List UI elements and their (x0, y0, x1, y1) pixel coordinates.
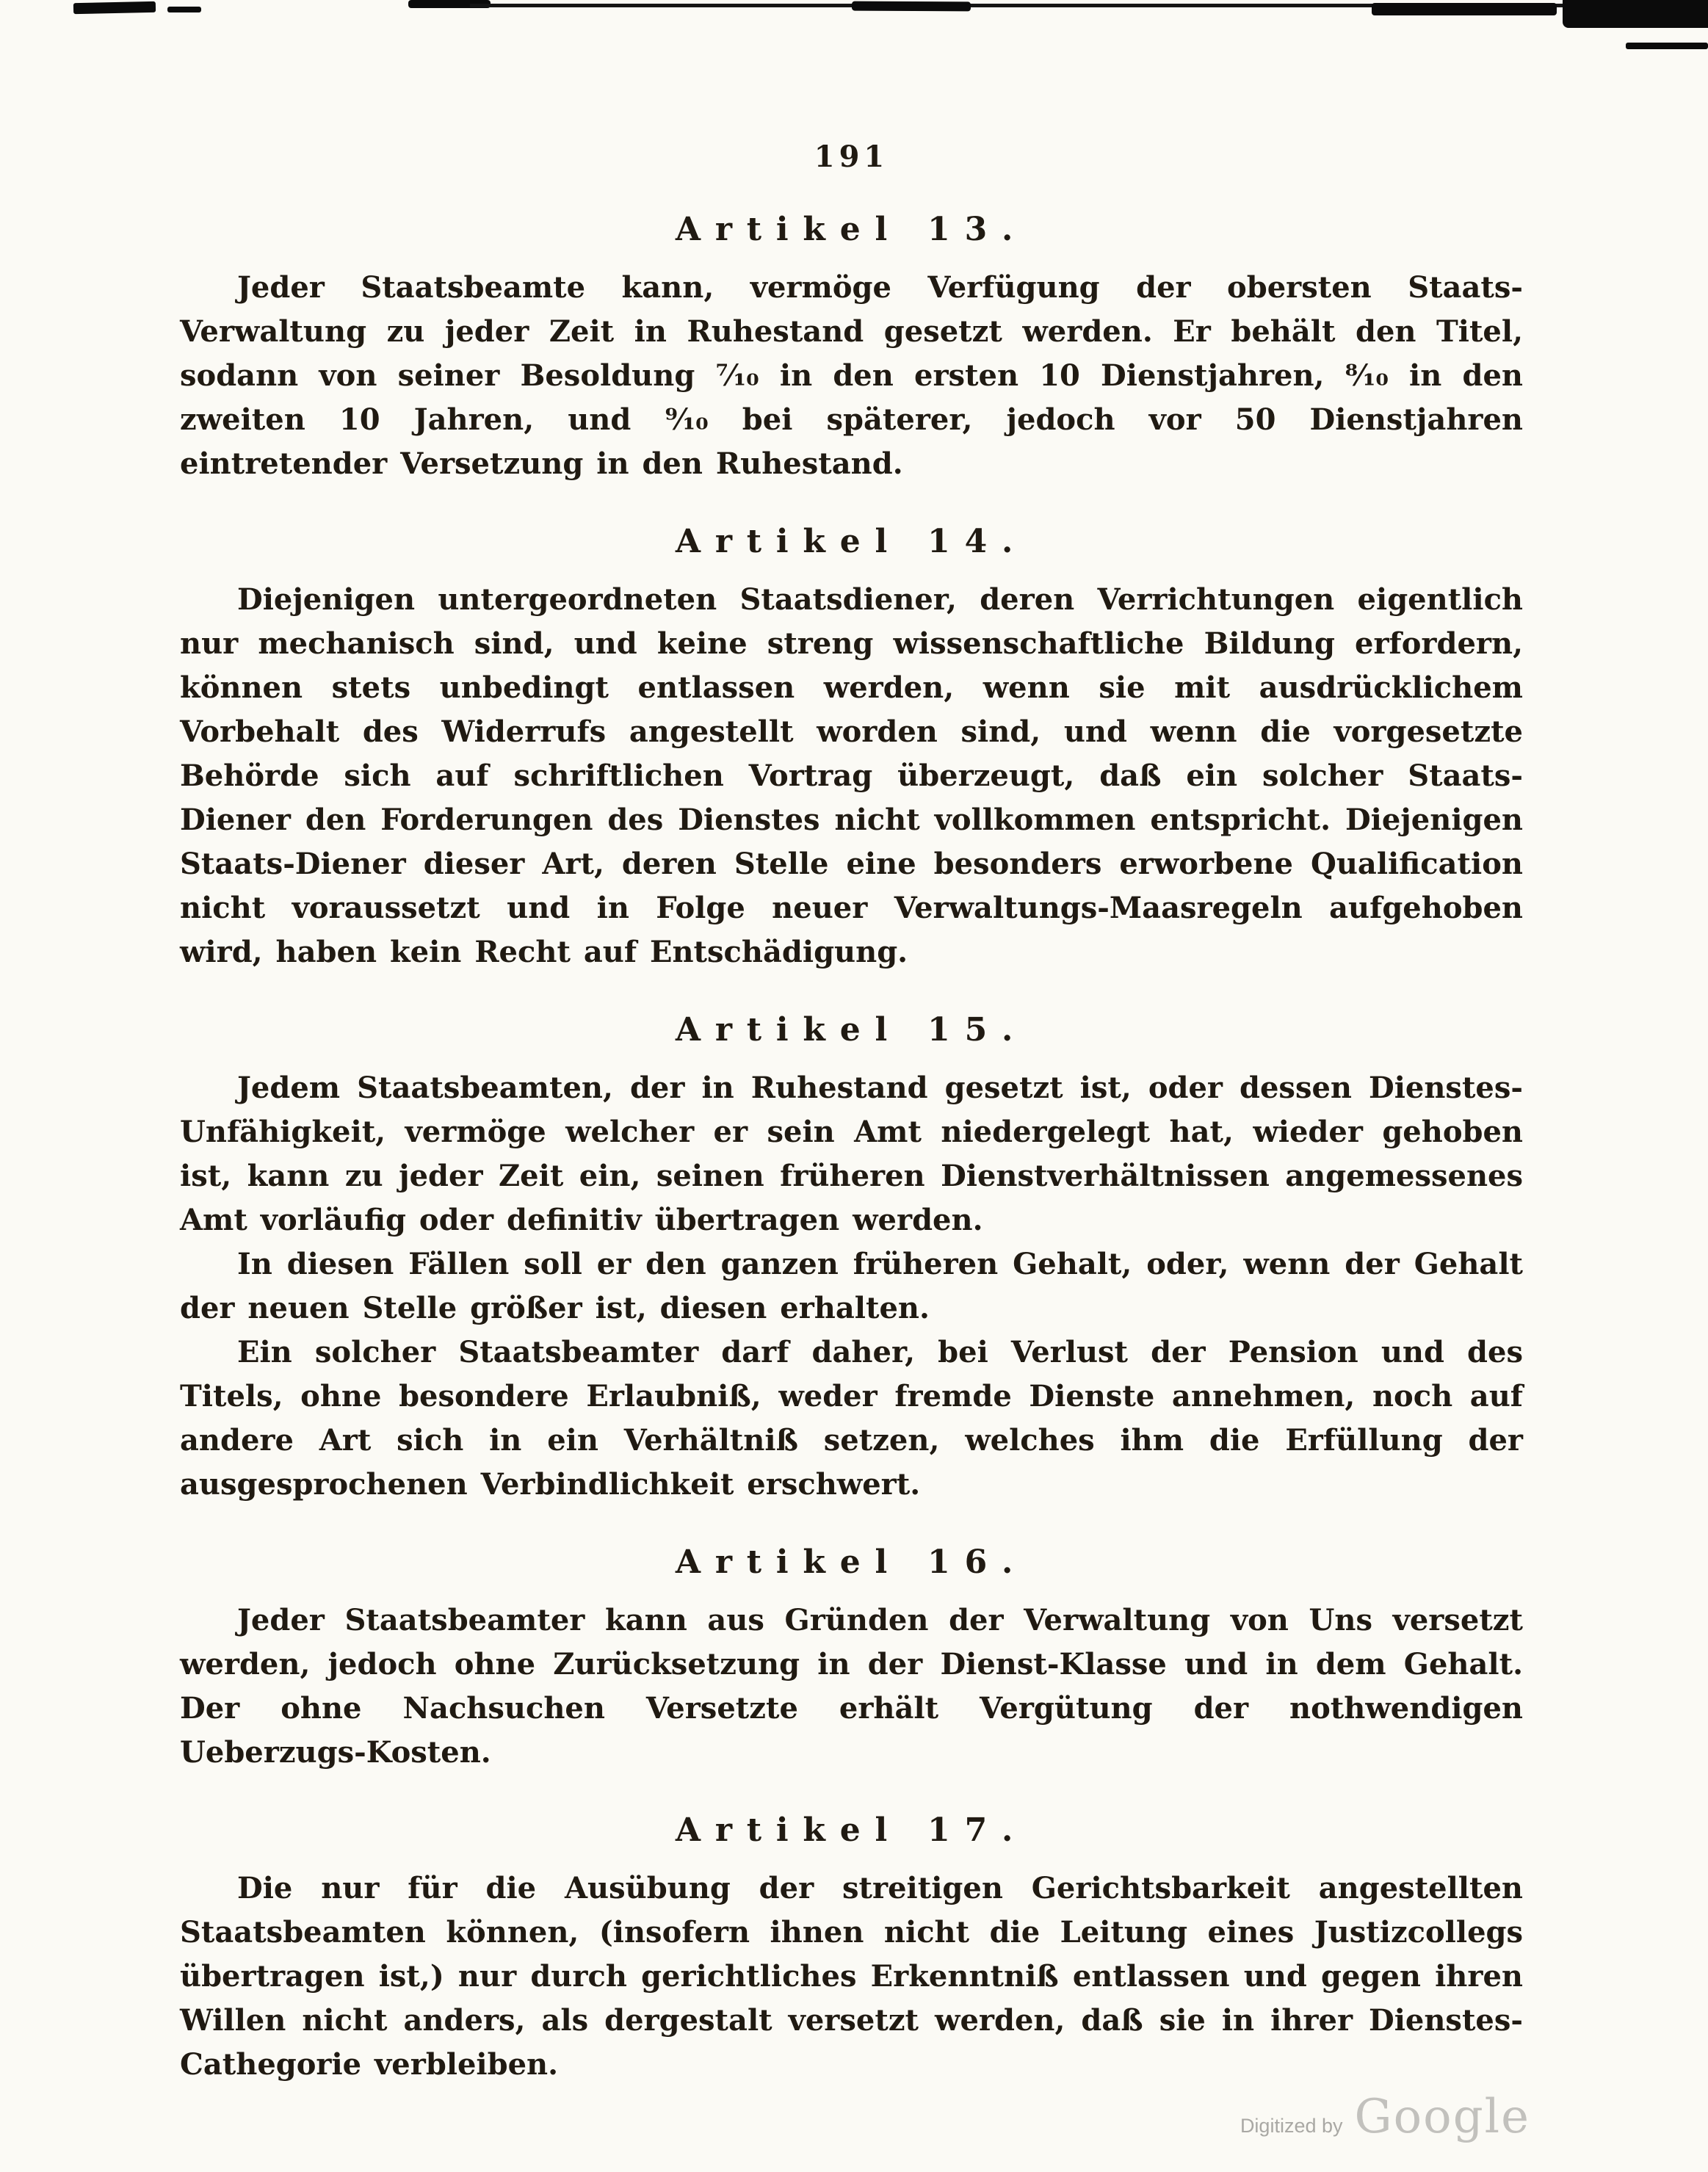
article-paragraph: In diesen Fällen soll er den ganzen früheren Gehalt, oder, wenn der Gehalt der neuen Stelle größer ist, diesen erhalten. (180, 1247, 1523, 1325)
article-13 (180, 211, 1523, 486)
article-paragraph: Diejenigen untergeordneten Staatsdiener, deren Verrichtungen eigentlich nur mechanisch sind, und keine streng wissenschaftliche Bildung erfordern, können stets unbedingt entlassen werden, wenn sie mit ausdrücklichem Vorbehalt des Widerrufs angestellt worden sind, und wenn die vorgesetzte Behörde sich auf schriftlichen Vortrag überzeugt, daß ein solcher Staats-Diener den Forderungen des Dienstes nicht vollkommen entspricht. Diejenigen Staats-Diener dieser Art, deren Stelle eine besonders erworbene Qualification nicht voraussetzt und in Folge neuer Verwaltungs-Maasregeln aufgehoben wird, haben kein Recht auf Entschädigung. (180, 582, 1523, 969)
article-heading: Artikel 14. (675, 523, 1028, 560)
scan-artifact (1372, 3, 1557, 15)
scan-artifact (852, 1, 971, 12)
article-paragraph: Jeder Staatsbeamter kann aus Gründen der Verwaltung von Uns versetzt werden, jedoch ohne Zurücksetzung in der Dienst-Klasse und in dem Gehalt. Der ohne Nachsuchen Versetzte erhält Vergütung der nothwendigen Ueberzugs-Kosten. (180, 1603, 1523, 1770)
article-heading: Artikel 15. (675, 1011, 1028, 1049)
scan-artifact (167, 7, 201, 12)
digitized-footer (1240, 2090, 1530, 2144)
scan-artifact (1626, 43, 1708, 49)
article-15 (180, 1011, 1523, 1507)
article-paragraph: Ein solcher Staatsbeamter darf daher, bei Verlust der Pension und des Titels, ohne besondere Erlaubniß, weder fremde Dienste annehmen, noch auf andere Art sich in ein Verhältniß setzen, welches ihm die Erfüllung der ausgesprochenen Verbindlichkeit erschwert. (180, 1335, 1523, 1502)
page-content (180, 140, 1523, 2087)
article-paragraph: Jedem Staatsbeamten, der in Ruhestand gesetzt ist, oder dessen Dienstes-Unfähigkeit, vermöge welcher er sein Amt niedergelegt hat, wieder gehoben ist, kann zu jeder Zeit ein, seinen früheren Dienstverhältnissen angemessenes Amt vorläufig oder definitiv übertragen werden. (180, 1071, 1523, 1237)
article-heading: Artikel 16. (675, 1543, 1028, 1581)
article-heading: Artikel 17. (675, 1811, 1028, 1849)
article-paragraph: Die nur für die Ausübung der streitigen Gerichtsbarkeit angestellten Staatsbeamten können, (insofern ihnen nicht die Leitung eines Justizcollegs übertragen ist,) nur durch gerichtliches Erkenntniß entlassen und gegen ihren Willen nicht anders, als dergestalt versetzt werden, daß sie in ihrer Dienstes-Cathegorie verbleiben. (180, 1871, 1523, 2082)
article-16 (180, 1543, 1523, 1775)
article-17 (180, 1811, 1523, 2087)
page-number: 191 (814, 140, 889, 174)
scan-artifact (73, 1, 156, 14)
digitized-by-label: Digitized by (1240, 2115, 1343, 2137)
google-logo: Google (1354, 2090, 1530, 2144)
article-14 (180, 523, 1523, 974)
article-paragraph: Jeder Staatsbeamte kann, vermöge Verfügung der obersten Staats-Verwaltung zu jeder Zeit in Ruhestand gesetzt werden. Er behält den Titel, sodann von seiner Besoldung ⁷⁄₁₀ in den ersten 10 Dienstjahren, ⁸⁄₁₀ in den zweiten 10 Jahren, und ⁹⁄₁₀ bei späterer, jedoch vor 50 Dienstjahren eintretender Versetzung in den Ruhestand. (180, 270, 1523, 481)
article-heading: Artikel 13. (675, 211, 1028, 248)
scan-artifact (1563, 0, 1708, 28)
